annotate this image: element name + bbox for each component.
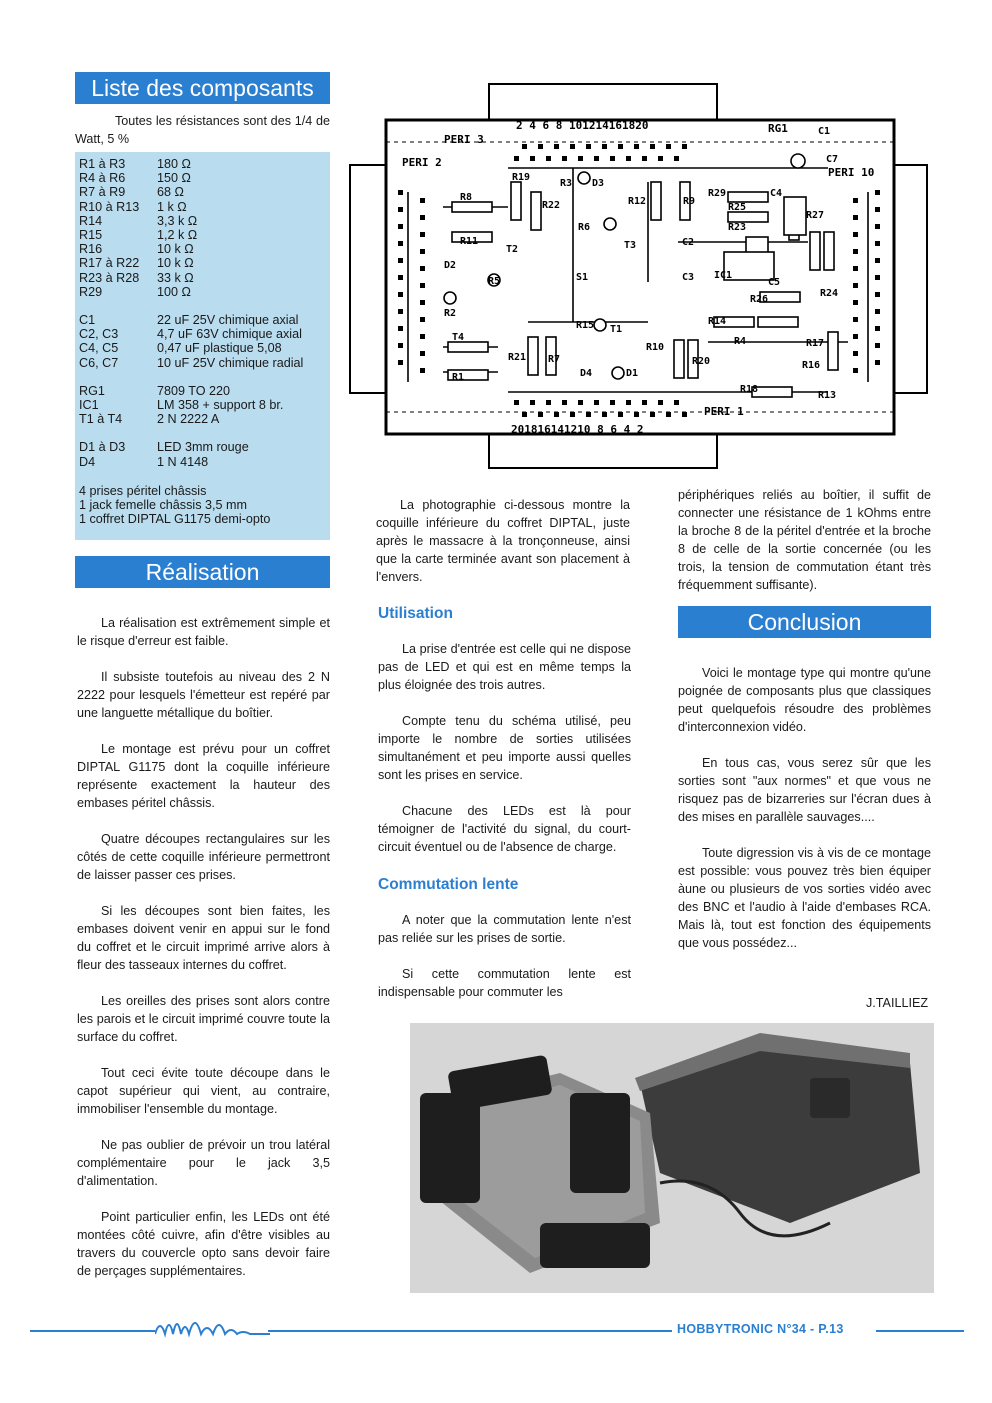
pcb-pad (875, 326, 880, 331)
component-value: 100 Ω (157, 284, 191, 299)
pcb-pad (398, 190, 403, 195)
paragraph: Ne pas oublier de prévoir un trou latéral complémentaire pour le jack 3,5 d'alimentation. (77, 1138, 330, 1188)
pcb-pad (420, 351, 425, 356)
pcb-pad (538, 412, 543, 417)
pcb-pad (674, 156, 679, 161)
pcb-component-label: R11 (460, 236, 479, 247)
paragraph: Quatre découpes rectangulaires sur les côtés de cette coquille inférieure permettront de laisser passer ces prises. (77, 832, 330, 882)
pcb-component-label: R6 (578, 222, 591, 233)
component-value: 10 k Ω (157, 242, 194, 257)
pcb-component-label: R10 (646, 342, 665, 353)
extra-item: 1 jack femelle châssis 3,5 mm (79, 498, 247, 512)
component-value: 10 k Ω (157, 256, 194, 271)
pcb-component-label: R17 (806, 338, 825, 349)
pcb-pad (570, 412, 575, 417)
pcb-component-label: R12 (628, 196, 647, 207)
pcb-pad (875, 343, 880, 348)
pcb-component-label: R19 (512, 172, 531, 183)
component-ref: C2, C3 (79, 327, 119, 342)
pcb-label-peri2: PERI 2 (402, 156, 442, 169)
pcb-pad (420, 198, 425, 203)
pcb-pad (594, 400, 599, 405)
pcb-pad (618, 144, 623, 149)
pcb-component-label: R20 (692, 356, 711, 367)
utilisation-title: Utilisation (378, 605, 453, 622)
pcb-pad (875, 275, 880, 280)
component-ref: IC1 (79, 398, 99, 412)
realisation-text (77, 614, 330, 1280)
pcb-pad (420, 317, 425, 322)
pcb-pad (546, 156, 551, 161)
component-ref: C1 (79, 313, 96, 327)
commutation-title: Commutation lente (378, 876, 519, 893)
pcb-pad (398, 241, 403, 246)
component-ref: C4, C5 (79, 341, 119, 356)
pcb-pad (420, 283, 425, 288)
pcb-pad (420, 266, 425, 271)
pcb-pad (420, 368, 425, 373)
component-value: 3,3 k Ω (157, 213, 198, 228)
pcb-pad (398, 360, 403, 365)
pcb-pad (578, 400, 583, 405)
pcb-component-label: R8 (460, 192, 473, 203)
pcb-pad (420, 249, 425, 254)
pcb-component-label: R2 (444, 308, 457, 319)
component-value: 1 N 4148 (157, 454, 209, 469)
pcb-component-label: D1 (626, 368, 639, 379)
footer-rule-right (876, 1330, 964, 1332)
paragraph: Point particulier enfin, les LEDs ont été montées côté cuivre, afin d'être visibles au travers du couvercle opto sans devoir faire de perçages supplémentaires. (77, 1210, 330, 1278)
component-ref: RG1 (79, 383, 105, 398)
pcb-pad (875, 309, 880, 314)
pcb-component-label: R18 (740, 384, 759, 395)
pcb-pad (853, 317, 858, 322)
pcb-pad (562, 400, 567, 405)
pcb-pad (594, 156, 599, 161)
paragraph: Chacune des LEDs est là pour témoigner de l'activité du signal, du court-circuit éventuel ou de l'absence de charge. (378, 804, 631, 854)
component-ref: R23 à R28 (79, 270, 140, 285)
pcb-pad (853, 334, 858, 339)
component-value: 10 uF 25V chimique radial (157, 355, 304, 370)
pcb-pad (554, 144, 559, 149)
footer-page-label: HOBBYTRONIC N°34 - P.13 (677, 1322, 844, 1336)
pcb-pad (610, 156, 615, 161)
pcb-component-label: C3 (682, 272, 695, 283)
pcb-pad (522, 144, 527, 149)
pcb-pad (554, 412, 559, 417)
pcb-component-label: D3 (592, 178, 605, 189)
pcb-pad (875, 292, 880, 297)
pcb-pad (586, 144, 591, 149)
pcb-component-label: C7 (826, 154, 839, 165)
pcb-component-label: R13 (818, 390, 837, 401)
component-value: 33 k Ω (157, 270, 194, 285)
photo-intro-text: La photographie ci-dessous montre la coquille inférieure du coffret DIPTAL, juste après le massacre à la tronçonneuse, ainsi que la carte terminée avant son placement à l'envers. (376, 498, 630, 584)
pcb-component-label: R15 (576, 320, 595, 331)
pcb-pad (562, 156, 567, 161)
paragraph: La réalisation est extrêmement simple et le risque d'erreur est faible. (77, 616, 330, 648)
pcb-component-label: T4 (452, 332, 465, 343)
pcb-pad (514, 400, 519, 405)
pcb-pad (682, 144, 687, 149)
pcb-component-label: D4 (580, 368, 593, 379)
pcb-pad (610, 400, 615, 405)
pcb-pad (674, 400, 679, 405)
pcb-component-label: R14 (708, 316, 727, 327)
pcb-component-label: C2 (682, 237, 695, 248)
pcb-pad (853, 198, 858, 203)
component-list (75, 152, 330, 540)
pcb-pad (853, 249, 858, 254)
pcb-pad (650, 144, 655, 149)
pcb-label-peri1: PERI 1 (704, 405, 744, 418)
pcb-pad (658, 400, 663, 405)
paragraph: Voici le montage type qui montre qu'une poignée de composants plus que classiques peut quelquefois résoudre des problèmes d'interconnexion vidéo. (678, 666, 931, 734)
component-ref: R17 à R22 (79, 256, 140, 271)
pcb-component-label: R7 (548, 354, 561, 365)
pcb-pad (642, 400, 647, 405)
liste-intro: Toutes les résistances sont des 1/4 de Watt, 5 % (75, 114, 330, 146)
footer-rule-middle (268, 1330, 672, 1332)
component-ref: R1 à R3 (79, 157, 126, 171)
pcb-component-label: IC1 (714, 270, 733, 281)
component-value: LM 358 + support 8 br. (157, 398, 284, 412)
paragraph: Toute digression vis à vis de ce montage est possible: vous pouvez très bien équiper àune ou plusieurs de vos sorties vidéo avec des BNC et l'audio à l'aide d'embases RCA. Mais là, tout est fonction des équipements que vous possédez... (678, 846, 931, 950)
pcb-component-label: R25 (728, 202, 747, 213)
component-ref: D4 (79, 454, 96, 469)
pcb-pad (618, 412, 623, 417)
pcb-pad (626, 156, 631, 161)
extra-item: 4 prises péritel châssis (79, 484, 207, 498)
pcb-pad (853, 232, 858, 237)
pcb-component-label: R27 (806, 210, 825, 221)
pcb-pad (570, 144, 575, 149)
pcb-pad (578, 156, 583, 161)
pcb-component-label: R21 (508, 352, 527, 363)
paragraph: A noter que la commutation lente n'est pas reliée sur les prises de sortie. (378, 913, 631, 945)
pcb-pad (853, 368, 858, 373)
pcb-pad (398, 326, 403, 331)
pcb-pad (875, 258, 880, 263)
utilisation-text (378, 640, 631, 856)
component-value: 180 Ω (157, 157, 191, 171)
pcb-component-label: R9 (683, 196, 696, 207)
conclusion-title: Conclusion (678, 606, 931, 638)
liste-title: Liste des composants (75, 72, 330, 104)
pcb-component-label: R5 (488, 276, 501, 287)
pcb-pad (398, 207, 403, 212)
pcb-component-label: R3 (560, 178, 573, 189)
paragraph: Si cette commutation lente est indispensable pour commuter les (378, 967, 631, 999)
footer-rule-left (30, 1330, 155, 1332)
pcb-label-top-pins: 2 4 6 8 101214161820 (516, 119, 649, 132)
extra-item: 1 coffret DIPTAL G1175 demi-opto (79, 512, 271, 526)
pcb-pad (586, 412, 591, 417)
pcb-pad (626, 400, 631, 405)
paragraph: Compte tenu du schéma utilisé, peu importe le nombre de sorties utilisées simultanément et peu importe aussi quelles sont les prises en service. (378, 714, 631, 782)
paragraph: La prise d'entrée est celle qui ne dispose pas de LED et qui est en même temps la plus éloignée des trois autres. (378, 642, 631, 692)
pcb-pad (853, 215, 858, 220)
paragraph: Les oreilles des prises sont alors contre les parois et le circuit imprimé couvre toute la surface du coffret. (77, 994, 330, 1044)
pcb-component-label: R29 (708, 188, 727, 199)
conclusion-text (678, 664, 931, 952)
pcb-component-label: T3 (624, 240, 637, 251)
component-ref: D1 à D3 (79, 440, 126, 455)
pcb-pad (398, 309, 403, 314)
pcb-pad (398, 292, 403, 297)
paragraph: En tous cas, vous serez sûr que les sorties sont "aux normes" et que vous ne risquez pas de bizarreries sur l'écran dues à des mises en parallèle sauvages.... (678, 756, 931, 824)
pcb-pad (398, 343, 403, 348)
pcb-pad (853, 300, 858, 305)
pcb-component-label: R1 (452, 372, 465, 383)
pcb-pad (634, 412, 639, 417)
pcb-pad (853, 266, 858, 271)
pcb-pad (420, 232, 425, 237)
pcb-pad (853, 351, 858, 356)
pcb-component-label: R23 (728, 222, 747, 233)
pcb-component-label: R16 (802, 360, 821, 371)
pcb-pad (666, 144, 671, 149)
paragraph: Il subsiste toutefois au niveau des 2 N 2222 pour lesquels l'émetteur est repéré par une languette métallique du boîtier. (77, 670, 330, 720)
component-ref: R15 (79, 228, 103, 242)
pcb-pad (538, 144, 543, 149)
pcb-pad (875, 207, 880, 212)
component-ref: R10 à R13 (79, 199, 140, 214)
right-top-text: périphériques reliés au boîtier, il suffit de connecter une résistance de 1 kOhms entre la broche 8 de la péritel d'entrée et la broche 8 de celle de la sortie concernée (ou les trois, la tension de commutation étant très fréquemment suffisante). (678, 488, 931, 592)
realisation-title: Réalisation (75, 556, 330, 588)
extras-list (79, 484, 270, 526)
pcb-pad (875, 224, 880, 229)
component-value: 7809 TO 220 (157, 383, 231, 398)
pcb-pad (398, 258, 403, 263)
pcb-pad (602, 144, 607, 149)
component-value: 2 N 2222 A (157, 412, 220, 427)
component-ref: C6, C7 (79, 355, 119, 370)
pcb-component-label: D2 (444, 260, 457, 271)
pcb-pad (546, 400, 551, 405)
component-value: 0,47 uF plastique 5,08 (157, 341, 282, 356)
pcb-component-label: C4 (770, 188, 783, 199)
pcb-pad (514, 156, 519, 161)
paragraph: Le montage est prévu pour un coffret DIPTAL G1175 dont la coquille inférieure représente exactement la hauteur des embases péritel châssis. (77, 742, 330, 810)
pcb-pad (875, 190, 880, 195)
component-value: LED 3mm rouge (157, 440, 249, 455)
pcb-label-bottom-pins: 201816141210 8 6 4 2 (511, 423, 644, 436)
component-value: 68 Ω (157, 185, 184, 200)
pcb-label-peri3: PERI 3 (444, 133, 484, 146)
component-ref: R14 (79, 213, 103, 228)
pcb-pad (875, 241, 880, 246)
pcb-pad (642, 156, 647, 161)
pcb-component-label: R24 (820, 288, 839, 299)
pcb-component-label: C5 (768, 277, 781, 288)
pcb-pad (682, 412, 687, 417)
commutation-text (378, 911, 631, 1001)
pcb-pad (650, 412, 655, 417)
pcb-pad (398, 224, 403, 229)
component-value: 22 uF 25V chimique axial (157, 313, 299, 327)
pcb-component-label: T2 (506, 244, 519, 255)
pcb-pad (666, 412, 671, 417)
paragraph: Tout ceci évite toute découpe dans le capot supérieur qui vient, au contraire, immobiliser l'ensemble du montage. (77, 1066, 330, 1116)
pcb-pad (420, 215, 425, 220)
pcb-layout-diagram (348, 82, 930, 469)
component-value: 1,2 k Ω (157, 228, 198, 242)
pcb-component-label: R4 (734, 336, 747, 347)
pcb-pad (420, 334, 425, 339)
waveform-logo (155, 1312, 270, 1342)
paragraph: Si les découpes sont bien faites, les embases doivent venir en appui sur le fond du coffret et le circuit imprimé arrive alors à fleur des tasseaux internes du coffret. (77, 904, 330, 972)
pcb-pad (658, 156, 663, 161)
pcb-component-label: S1 (576, 272, 589, 283)
pcb-pad (420, 300, 425, 305)
pcb-pad (875, 360, 880, 365)
pcb-pad (530, 156, 535, 161)
pcb-pad (398, 275, 403, 280)
pcb-label-rg1: RG1 (768, 122, 788, 135)
pcb-pad (853, 283, 858, 288)
component-ref: T1 à T4 (79, 412, 123, 427)
component-value: 1 k Ω (157, 199, 187, 214)
enclosure-photo (410, 1023, 934, 1293)
pcb-pad (522, 412, 527, 417)
component-ref: R16 (79, 242, 103, 257)
pcb-component-label: R22 (542, 200, 561, 211)
pcb-component-label: R26 (750, 294, 769, 305)
pcb-pad (530, 400, 535, 405)
component-ref: R7 à R9 (79, 185, 126, 200)
component-ref: R4 à R6 (79, 171, 126, 186)
component-value: 4,7 uF 63V chimique axial (157, 327, 302, 342)
pcb-pad (602, 412, 607, 417)
author-name: J.TAILLIEZ (866, 996, 929, 1010)
component-ref: R29 (79, 284, 103, 299)
component-value: 150 Ω (157, 171, 191, 186)
pcb-pad (634, 144, 639, 149)
pcb-component-label: T1 (610, 324, 623, 335)
pcb-component-label: C1 (818, 126, 831, 137)
pcb-label-peri10: PERI 10 (828, 166, 875, 179)
